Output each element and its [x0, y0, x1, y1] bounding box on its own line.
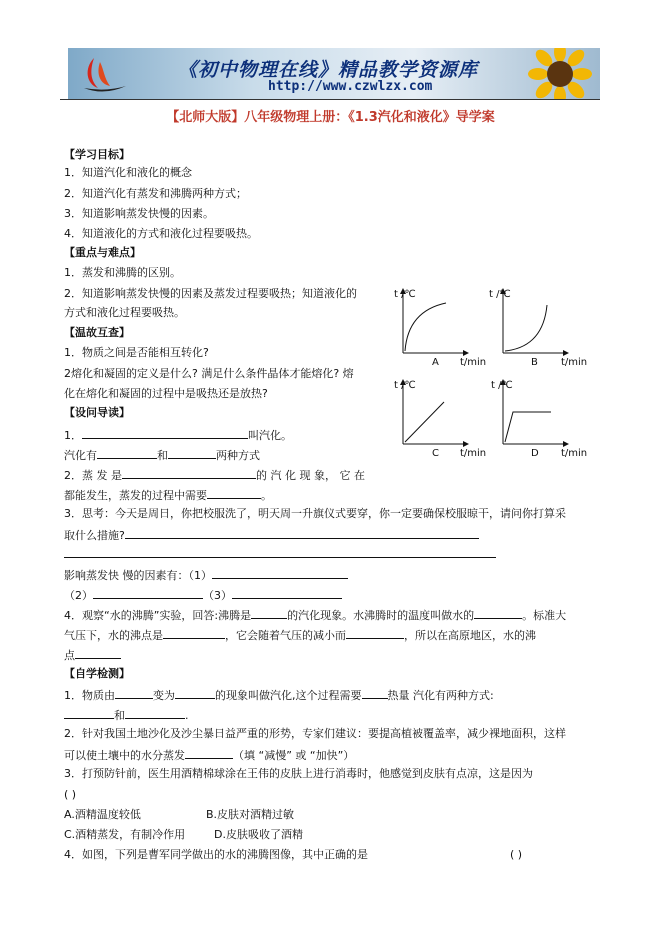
answer-blank[interactable]: [125, 707, 185, 719]
guide-q3: 3．思考：今天是周日，你把校服洗了，明天周一升旗仪式要穿，你一定要确保校服晾干，请问你打算采: [64, 507, 566, 520]
review-item: 2熔化和凝固的定义是什么? 满足什么条件晶体才能熔化? 熔: [64, 367, 354, 380]
answer-blank[interactable]: [82, 427, 248, 439]
answer-blank[interactable]: [125, 527, 479, 539]
review-item: 1．物质之间是否能相互转化?: [64, 346, 209, 359]
y-label: t /℃: [489, 289, 511, 300]
y-label: t /℃: [491, 380, 513, 391]
selftest-q2: 2．针对我国土地沙化及沙尘暴日益严重的形势，专家们建议：要提高植被覆盖率，减少裸地面积，这样: [64, 727, 566, 740]
graph-b: [483, 283, 589, 369]
answer-blank[interactable]: [115, 687, 153, 699]
banner-url[interactable]: http://www.czwlzx.com: [268, 79, 433, 94]
y-label: t /℃: [394, 289, 416, 300]
graph-label: A: [432, 357, 439, 368]
section-review: 【温故互查】: [64, 326, 130, 339]
answer-blank[interactable]: [64, 707, 114, 719]
answer-blank[interactable]: [168, 447, 216, 459]
banner-title: 《初中物理在线》精品教学资源库: [178, 59, 479, 81]
x-label: t/min: [460, 357, 487, 368]
option-d[interactable]: D.皮肤吸收了酒精: [214, 828, 303, 841]
selftest-q1b: 和 .: [64, 707, 189, 723]
guide-q1b: 汽化有 和 两种方式: [64, 449, 260, 462]
selftest-q4-paren[interactable]: ( ): [510, 848, 523, 861]
answer-blank[interactable]: [474, 607, 522, 619]
guide-q3c: [64, 546, 496, 562]
answer-blank[interactable]: [232, 587, 342, 599]
option-c[interactable]: C.酒精蒸发，有制冷作用: [64, 828, 186, 841]
goal-item: 2．知道汽化有蒸发和沸腾两种方式；: [64, 187, 247, 200]
curve: [405, 303, 446, 351]
x-label: t/min: [460, 448, 487, 459]
answer-blank[interactable]: [362, 687, 388, 699]
x-label: t/min: [561, 357, 588, 368]
key-item: 2．知道影响蒸发快慢的因素及蒸发过程要吸热；知道液化的: [64, 287, 357, 300]
answer-blank[interactable]: [346, 627, 404, 639]
guide-q3b: 取什么措施?: [64, 527, 479, 543]
selftest-q4: 4．如图，下列是曹军同学做出的水的沸腾图像，其中正确的是: [64, 848, 368, 861]
header-divider: [60, 99, 600, 100]
review-item: 化在熔化和凝固的过程中是吸热还是放热?: [64, 387, 268, 400]
answer-blank[interactable]: [175, 687, 215, 699]
goal-item: 4．知道液化的方式和液化过程要吸热。: [64, 227, 258, 240]
selftest-q3-paren[interactable]: ( ): [64, 788, 77, 801]
curve: [505, 305, 547, 351]
y-label: t /℃: [394, 380, 416, 391]
section-guide: 【设问导读】: [64, 406, 130, 419]
answer-blank[interactable]: [75, 647, 121, 659]
section-goals: 【学习目标】: [64, 148, 130, 161]
logo-icon: [80, 54, 130, 94]
selftest-q3: 3．打预防针前，医生用酒精棉球涂在王伟的皮肤上进行消毒时，他感觉到皮肤有点凉，这是因为: [64, 767, 533, 780]
section-key: 【重点与难点】: [64, 246, 141, 259]
sunflower-icon: [528, 48, 592, 100]
guide-factors: 影响蒸发快 慢的因素有：（1）: [64, 567, 348, 583]
x-label: t/min: [561, 448, 588, 459]
answer-blank[interactable]: [251, 607, 287, 619]
key-item: 方式和液化过程要吸热。: [64, 306, 185, 319]
guide-q2: 2．蒸 发 是 的 汽 化 现 象， 它 在: [64, 469, 365, 482]
key-item: 1．蒸发和沸腾的区别。: [64, 266, 181, 279]
goal-item: 1．知道汽化和液化的概念: [64, 166, 192, 179]
graph-label: D: [531, 448, 539, 459]
answer-blank[interactable]: [185, 747, 233, 759]
answer-blank[interactable]: [163, 627, 225, 639]
answer-blank[interactable]: [122, 467, 256, 479]
curve: [405, 402, 444, 442]
graph-label: C: [432, 448, 439, 459]
document-title: 【北师大版】八年级物理上册：《1.3汽化和液化》导学案: [166, 110, 495, 125]
guide-q4: 4．观察“水的沸腾”实验，回答:沸腾是 的汽化现象。水沸腾时的温度叫做水的 。标准大: [64, 609, 567, 622]
guide-q4b: 气压下，水的沸点是 ，它会随着气压的减小而 ，所以在高原地区，水的沸: [64, 629, 536, 642]
graph-d: [483, 374, 589, 460]
answer-blank[interactable]: [93, 587, 203, 599]
goal-item: 3．知道影响蒸发快慢的因素。: [64, 207, 214, 220]
option-a[interactable]: A.酒精温度较低: [64, 808, 141, 821]
selftest-q1: 1．物质由 变为 的现象叫做汽化,这个过程需要 热量 汽化有两种方式:: [64, 689, 494, 702]
answer-blank[interactable]: [97, 447, 157, 459]
answer-blank[interactable]: [207, 487, 261, 499]
header-banner: [68, 48, 600, 100]
guide-q4c: 点: [64, 647, 121, 663]
graph-a: [386, 283, 492, 369]
graph-label: B: [531, 357, 538, 368]
option-b[interactable]: B.皮肤对酒精过敏: [206, 808, 295, 821]
graph-c: [386, 374, 492, 460]
selftest-q2b: 可以使土壤中的水分蒸发 （填 “减慢” 或 “加快”）: [64, 749, 355, 762]
answer-blank[interactable]: [212, 567, 348, 579]
guide-q2b: 都能发生，蒸发的过程中需要 。: [64, 489, 272, 502]
curve: [505, 412, 551, 442]
guide-q1: 1． 叫汽化。: [64, 429, 292, 442]
guide-factors-b: （2） （3）: [64, 587, 342, 603]
section-selftest: 【自学检测】: [64, 667, 130, 680]
answer-blank[interactable]: [64, 546, 496, 558]
